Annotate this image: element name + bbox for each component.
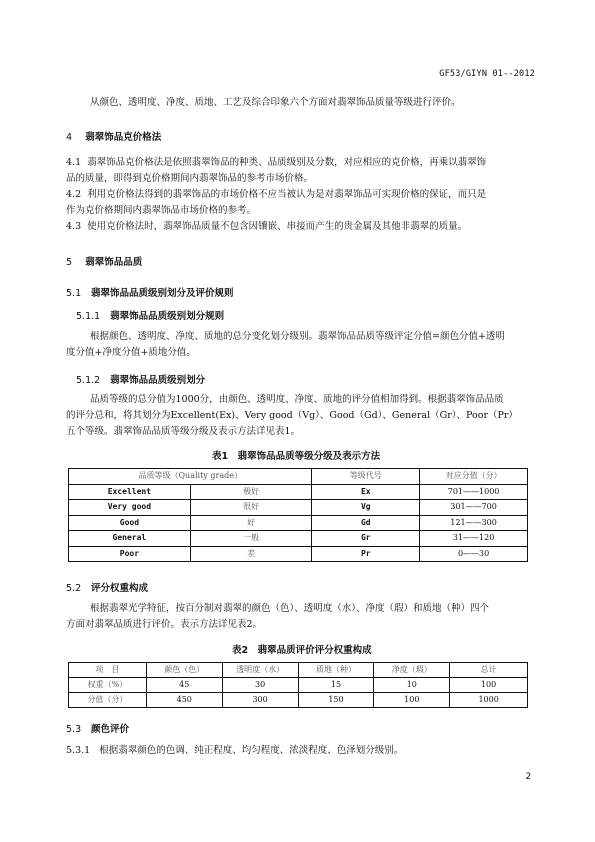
section-title: 翡翠饰品品质级别划分及评价规则 — [91, 288, 234, 299]
clause-text-continued: 作为克价格期间内翡翠饰品市场价格的参考。 — [66, 205, 257, 216]
clause-text: 利用克价格法得到的翡翠饰品的市场价格不应当被认为是对翡翠饰品可实现价格的保证，而只是 — [87, 189, 487, 200]
score-range: 31——120 — [420, 531, 528, 547]
clause-4-2 — [66, 187, 486, 219]
weight-texture: 15 — [298, 678, 374, 693]
grade-chinese: 好 — [190, 515, 312, 531]
clause-number: 4.2 — [66, 189, 82, 200]
column-header-transparency: 透明度（水） — [222, 663, 298, 678]
grade-english: Poor — [69, 546, 191, 562]
section-5-1-1-body-continued — [66, 345, 196, 361]
clause-number: 4.3 — [66, 221, 82, 232]
body-line: 的评分总和，将其划分为Excellent(Ex)、Very good（Vg）、Good（Gd）、General（Gr）、Poor（Pr） — [66, 410, 518, 421]
section-5-2-body-continued — [66, 617, 262, 633]
body-line: 根据颜色、透明度、净度、质地的总分变化划分级别。翡翠饰品品质等级评定分值=颜色分值+透明 — [90, 331, 505, 342]
section-number: 5.2 — [66, 583, 82, 594]
column-header-score-range: 对应分值（分） — [420, 469, 528, 485]
grade-code: Gr — [312, 531, 420, 547]
section-5-1-1-heading — [76, 308, 224, 322]
section-5-2-body — [90, 601, 489, 617]
score-total: 1000 — [450, 693, 528, 708]
row-label-weight: 权重（%） — [69, 678, 147, 693]
section-5-heading — [66, 254, 142, 268]
section-title: 翡翠饰品品质级别划分规则 — [110, 311, 225, 322]
body-line: 品质等级的总分值为1000分，由颜色、透明度、净度、质地的评分值相加得到。根据翡翠饰品品质 — [90, 394, 504, 405]
column-header-texture: 质地（种） — [298, 663, 374, 678]
section-number: 4 — [66, 132, 73, 143]
column-header-grade-code: 等级代号 — [312, 469, 420, 485]
page-number: 2 — [525, 772, 531, 782]
section-4-heading — [66, 129, 161, 143]
column-header-item: 项 目 — [69, 663, 147, 678]
section-title: 翡翠饰品品质级别划分 — [110, 375, 206, 386]
table-row — [69, 515, 528, 531]
section-title: 翡翠饰品克价格法 — [85, 132, 162, 143]
section-number: 5.1.2 — [76, 375, 101, 386]
section-5-1-2-body — [90, 392, 504, 408]
document-code-header: GF53/GIYN 01--2012 — [439, 69, 535, 79]
body-line: 方面对翡翠品质进行评价。表示方法详见表2。 — [66, 619, 263, 630]
grade-code: Vg — [312, 500, 420, 516]
table-row — [69, 546, 528, 562]
body-line: 五个等级。翡翠饰品品质等级分级及表示方法详见表1。 — [66, 426, 301, 437]
quality-grade-table — [68, 468, 528, 562]
table-2-caption: 表2 翡翠品质评价评分权重构成 — [232, 645, 372, 656]
grade-chinese: 很好 — [190, 500, 312, 516]
clause-text: 使用克价格法时，翡翠饰品质量不包含因镶嵌、串接而产生的贵金属及其他非翡翠的质量。 — [87, 221, 468, 232]
table-row — [69, 693, 528, 708]
table-header-row — [69, 663, 528, 678]
clause-number: 5.3.1 — [66, 745, 91, 756]
clause-4-1 — [66, 155, 486, 187]
grade-english: Very good — [69, 500, 191, 516]
grade-chinese: 极好 — [190, 484, 312, 500]
body-line: 度分值+净度分值+质地分值。 — [66, 347, 196, 358]
section-number: 5.1 — [66, 288, 82, 299]
section-title: 评分权重构成 — [91, 583, 149, 594]
column-header-clarity: 净度（瑕） — [374, 663, 450, 678]
grade-english: Good — [69, 515, 191, 531]
section-5-1-1-body — [90, 329, 505, 345]
section-5-3-heading — [66, 721, 129, 735]
score-range: 701——1000 — [420, 484, 528, 500]
row-label-score: 分值（分） — [69, 693, 147, 708]
column-header-total: 总计 — [450, 663, 528, 678]
column-header-color: 颜色（色） — [146, 663, 222, 678]
table-row — [69, 531, 528, 547]
weight-clarity: 10 — [374, 678, 450, 693]
column-header-quality-grade: 品质等级（Quality grade） — [69, 469, 312, 485]
grade-code: Ex — [312, 484, 420, 500]
weight-color: 45 — [146, 678, 222, 693]
section-number: 5.1.1 — [76, 311, 101, 322]
table-row — [69, 484, 528, 500]
grade-english: General — [69, 531, 191, 547]
grade-code: Gd — [312, 515, 420, 531]
clause-5-3-1 — [66, 743, 403, 759]
body-line: 根据翡翠光学特征，按百分制对翡翠的颜色（色）、透明度（水）、净度（瑕）和质地（种）四个 — [90, 603, 490, 614]
score-range: 121——300 — [420, 515, 528, 531]
grade-english: Excellent — [69, 484, 191, 500]
clause-number: 4.1 — [66, 157, 82, 168]
score-transparency: 300 — [222, 693, 298, 708]
weight-total: 100 — [450, 678, 528, 693]
score-weight-table — [68, 662, 528, 708]
grade-chinese: 差 — [190, 546, 312, 562]
grade-code: Pr — [312, 546, 420, 562]
table-1-caption: 表1 翡翠饰品品质等级分级及表示方法 — [212, 451, 381, 462]
intro-paragraph: 从颜色、透明度、净度、质地、工艺及综合印象六个方面对翡翠饰品质量等级进行评价。 — [90, 97, 461, 108]
table-row — [69, 500, 528, 516]
grade-chinese: 一般 — [190, 531, 312, 547]
section-5-1-2-body-continued — [66, 408, 518, 440]
section-5-2-heading — [66, 580, 148, 594]
score-color: 450 — [146, 693, 222, 708]
table-header-row — [69, 469, 528, 485]
clause-text: 根据翡翠颜色的色调、纯正程度、均匀程度、浓淡程度、色泽划分级别。 — [99, 745, 404, 756]
score-texture: 150 — [298, 693, 374, 708]
weight-transparency: 30 — [222, 678, 298, 693]
score-clarity: 100 — [374, 693, 450, 708]
section-title: 翡翠饰品品质 — [85, 257, 143, 268]
score-range: 0——30 — [420, 546, 528, 562]
section-5-1-2-heading — [76, 372, 205, 386]
section-5-1-heading — [66, 285, 234, 299]
clause-text-continued: 品的质量，即得到克价格期间内翡翠饰品的参考市场价格。 — [66, 173, 314, 184]
table-row — [69, 678, 528, 693]
section-number: 5 — [66, 257, 73, 268]
clause-4-3 — [66, 219, 467, 235]
section-number: 5.3 — [66, 724, 82, 735]
section-title: 颜色评价 — [91, 724, 130, 735]
score-range: 301——700 — [420, 500, 528, 516]
clause-text: 翡翠饰品克价格法是依照翡翠饰品的种类、品质级别及分数，对应相应的克价格，再乘以翡翠饰 — [87, 157, 487, 168]
